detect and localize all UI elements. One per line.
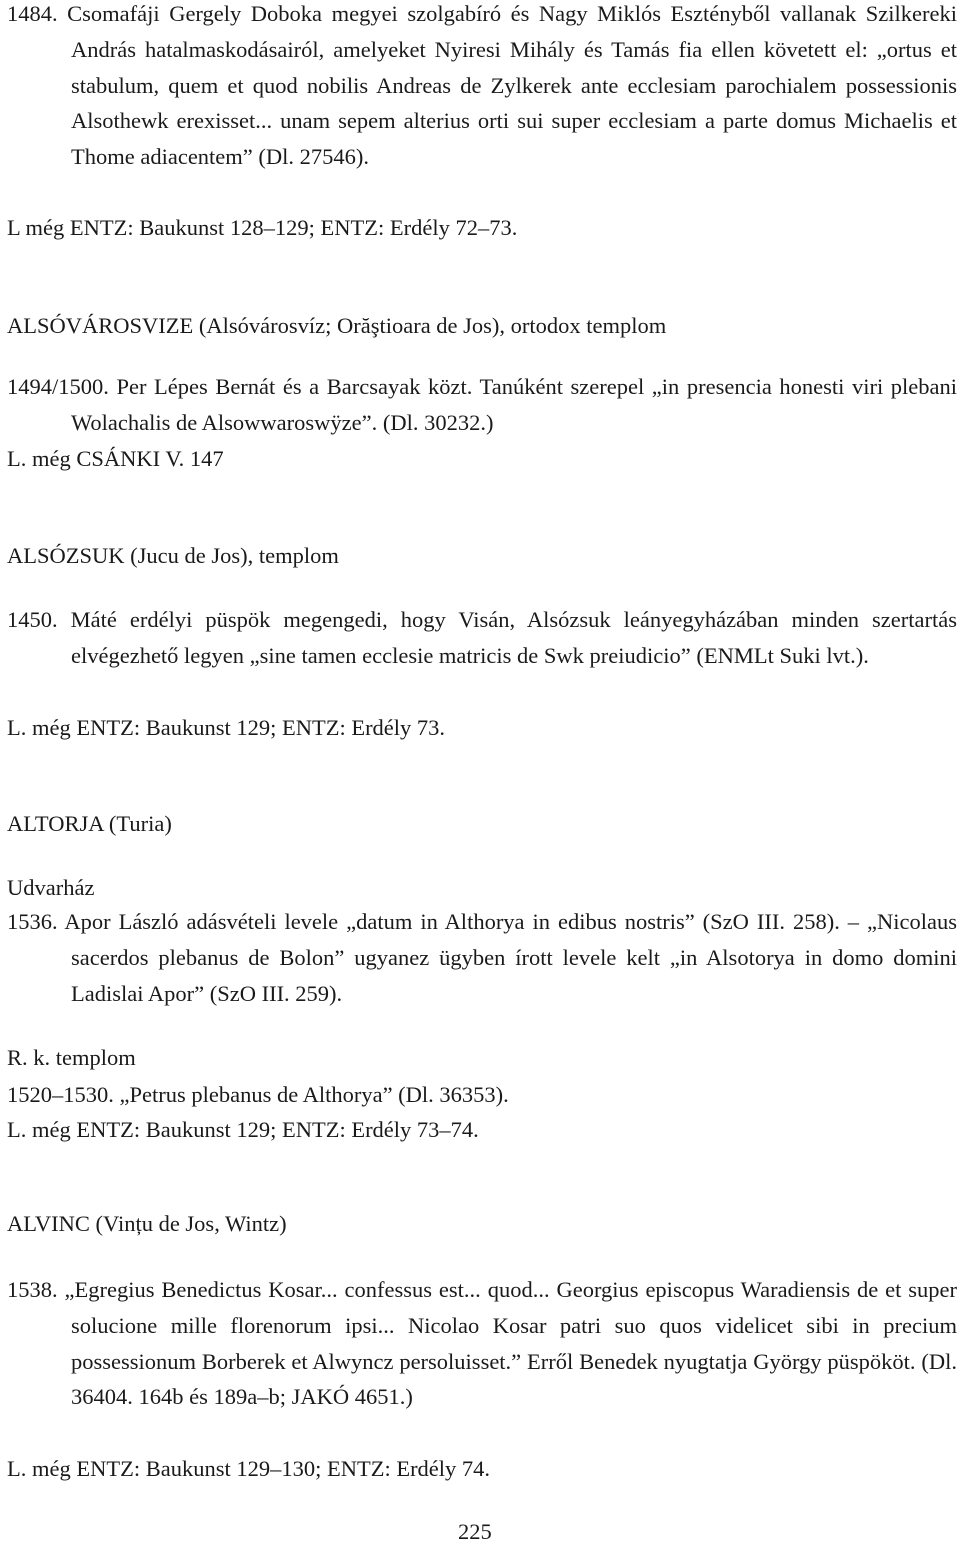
section-heading-altorja: ALTORJA (Turia) <box>7 811 172 836</box>
section-heading-alsozsuk: ALSÓZSUK (Jucu de Jos), templom <box>7 543 339 568</box>
entry-1494-1500: 1494/1500. Per Lépes Bernát és a Barcsayak közt. Tanúként szerepel „in presencia honesti viri plebani Wolachalis de Alsowwaroswÿze”. (Dl. 30232.) <box>7 374 957 435</box>
entry-1520-1530: 1520–1530. „Petrus plebanus de Althorya” (Dl. 36353). <box>7 1082 509 1107</box>
section-heading-alvinc: ALVINC (Vințu de Jos, Wintz) <box>7 1211 287 1236</box>
subheading-rk-templom: R. k. templom <box>7 1045 136 1070</box>
entry-1484: 1484. Csomafáji Gergely Doboka megyei szolgabíró és Nagy Miklós Esztényből vallanak Szilkereki András hatalmaskodásairól, amelyeket Nyiresi Mihály és Tamás fia ellen követett el: „ortus et stabulum, quem et quod nobilis Andreas de Zylkerek ante ecclesiam parochialem possessionis Alsothewk erexisset... unam sepem alterius orti sui super ecclesiam a parte domus Michaelis et Thome adiacentem” (Dl. 27546). <box>7 1 957 170</box>
subheading-udvarhaz: Udvarház <box>7 875 95 900</box>
reference-line: L még ENTZ: Baukunst 128–129; ENTZ: Erdély 72–73. <box>7 215 518 240</box>
reference-line: L. még ENTZ: Baukunst 129–130; ENTZ: Erdély 74. <box>7 1456 491 1481</box>
section-heading-alsovarosvize: ALSÓVÁROSVIZE (Alsóvárosvíz; Orăştioara de Jos), ortodox templom <box>7 313 667 338</box>
reference-line: L. még ENTZ: Baukunst 129; ENTZ: Erdély 73. <box>7 715 446 740</box>
reference-line: L. még CSÁNKI V. 147 <box>7 446 224 471</box>
entry-1536: 1536. Apor László adásvételi levele „datum in Althorya in edibus nostris” (SzO III. 258). – „Nicolaus sacerdos plebanus de Bolon” ugyanez ügyben írott levele kelt „in Alsotorya in domo domini Ladislai Apor” (SzO III. 259). <box>7 909 957 1006</box>
reference-line: L. még ENTZ: Baukunst 129; ENTZ: Erdély 73–74. <box>7 1117 479 1142</box>
document-page <box>7 0 957 1546</box>
entry-1450: 1450. Máté erdélyi püspök megengedi, hogy Visán, Alsózsuk leányegyházában minden szertartás elvégezhető legyen „sine tamen ecclesie matricis de Swk preiudicio” (ENMLt Suki lvt.). <box>7 607 957 668</box>
entry-1538: 1538. „Egregius Benedictus Kosar... confessus est... quod... Georgius episcopus Waradiensis de et super solucione mille florenorum ipsi... Nicolao Kosar patri suo quos videlicet sibi in precium possessionum Borberek et Alwyncz persoluisset.” Erről Benedek nyugtatja György püspököt. (Dl. 36404. 164b és 189a–b; JAKÓ 4651.) <box>7 1277 957 1410</box>
page-number: 225 <box>458 1519 492 1544</box>
